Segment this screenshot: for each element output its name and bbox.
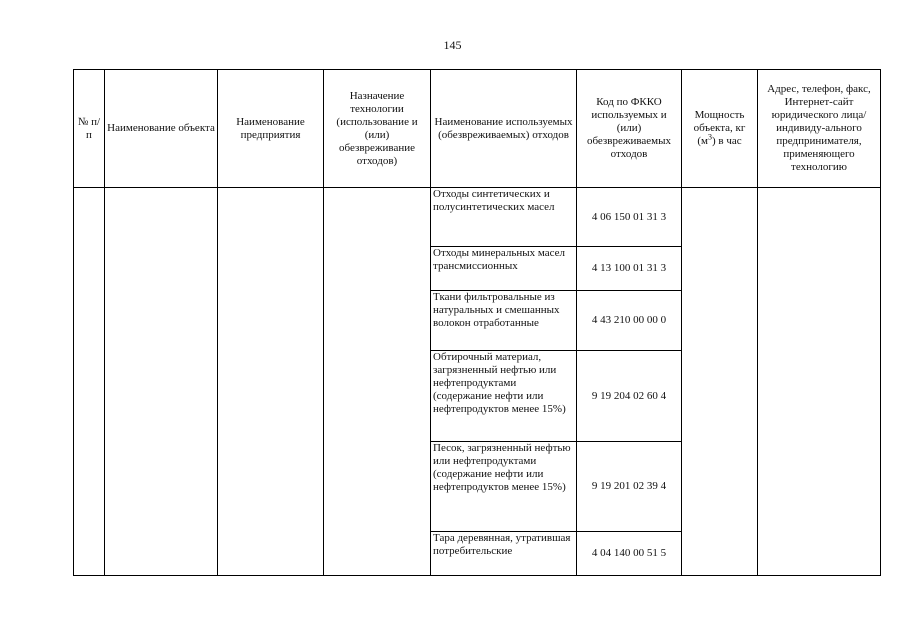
waste-name-cell: Отходы минеральных масел трансмиссионных [431,247,577,291]
cell-capacity [682,188,758,576]
header-fkko-code: Код по ФККО используемых и (или) обезвреживаемых отходов [577,70,682,188]
waste-code-cell: 4 04 140 00 51 5 [577,532,682,576]
waste-name-cell: Отходы синтетических и полусинтетических масел [431,188,577,247]
waste-name-cell: Ткани фильтровальные из натуральных и смешанных волокон отработанные [431,291,577,351]
cell-address [758,188,881,576]
cell-object-name [105,188,218,576]
header-enterprise-name: Наименование предприятия [218,70,324,188]
waste-name-cell: Обтирочный материал, загрязненный нефтью или нефтепродуктами (содержание нефти или нефтепродуктов менее 15%) [431,351,577,442]
header-capacity [682,70,758,188]
waste-technology-table [73,69,881,576]
cell-purpose [324,188,431,576]
waste-name-cell: Тара деревянная, утратившая потребительские [431,532,577,576]
capacity-superscript: 3 [707,132,712,142]
header-wastes-used: Наименование используемых (обезвреживаемых) отходов [431,70,577,188]
header-address: Адрес, телефон, факс, Интернет-сайт юридического лица/индивиду-ального предпринимателя, применяющего технологию [758,70,881,188]
header-num: № п/п [74,70,105,188]
cell-num [74,188,105,576]
capacity-text-pre: Мощность объекта, кг (м [693,109,746,147]
waste-code-cell: 9 19 201 02 39 4 [577,442,682,532]
cell-enterprise-name [218,188,324,576]
capacity-text-post: ) в час [711,135,742,147]
table-row [74,188,881,247]
header-purpose: Назначение технологии (использование и (или) обезвреживание отходов) [324,70,431,188]
header-object-name: Наименование объекта [105,70,218,188]
header-row [74,70,881,188]
waste-name-cell: Песок, загрязненный нефтью или нефтепродуктами (содержание нефти или нефтепродуктов менее 15%) [431,442,577,532]
waste-code-cell: 4 43 210 00 00 0 [577,291,682,351]
waste-code-cell: 4 13 100 01 31 3 [577,247,682,291]
waste-code-cell: 4 06 150 01 31 3 [577,188,682,247]
waste-code-cell: 9 19 204 02 60 4 [577,351,682,442]
page-number: 145 [443,38,462,52]
